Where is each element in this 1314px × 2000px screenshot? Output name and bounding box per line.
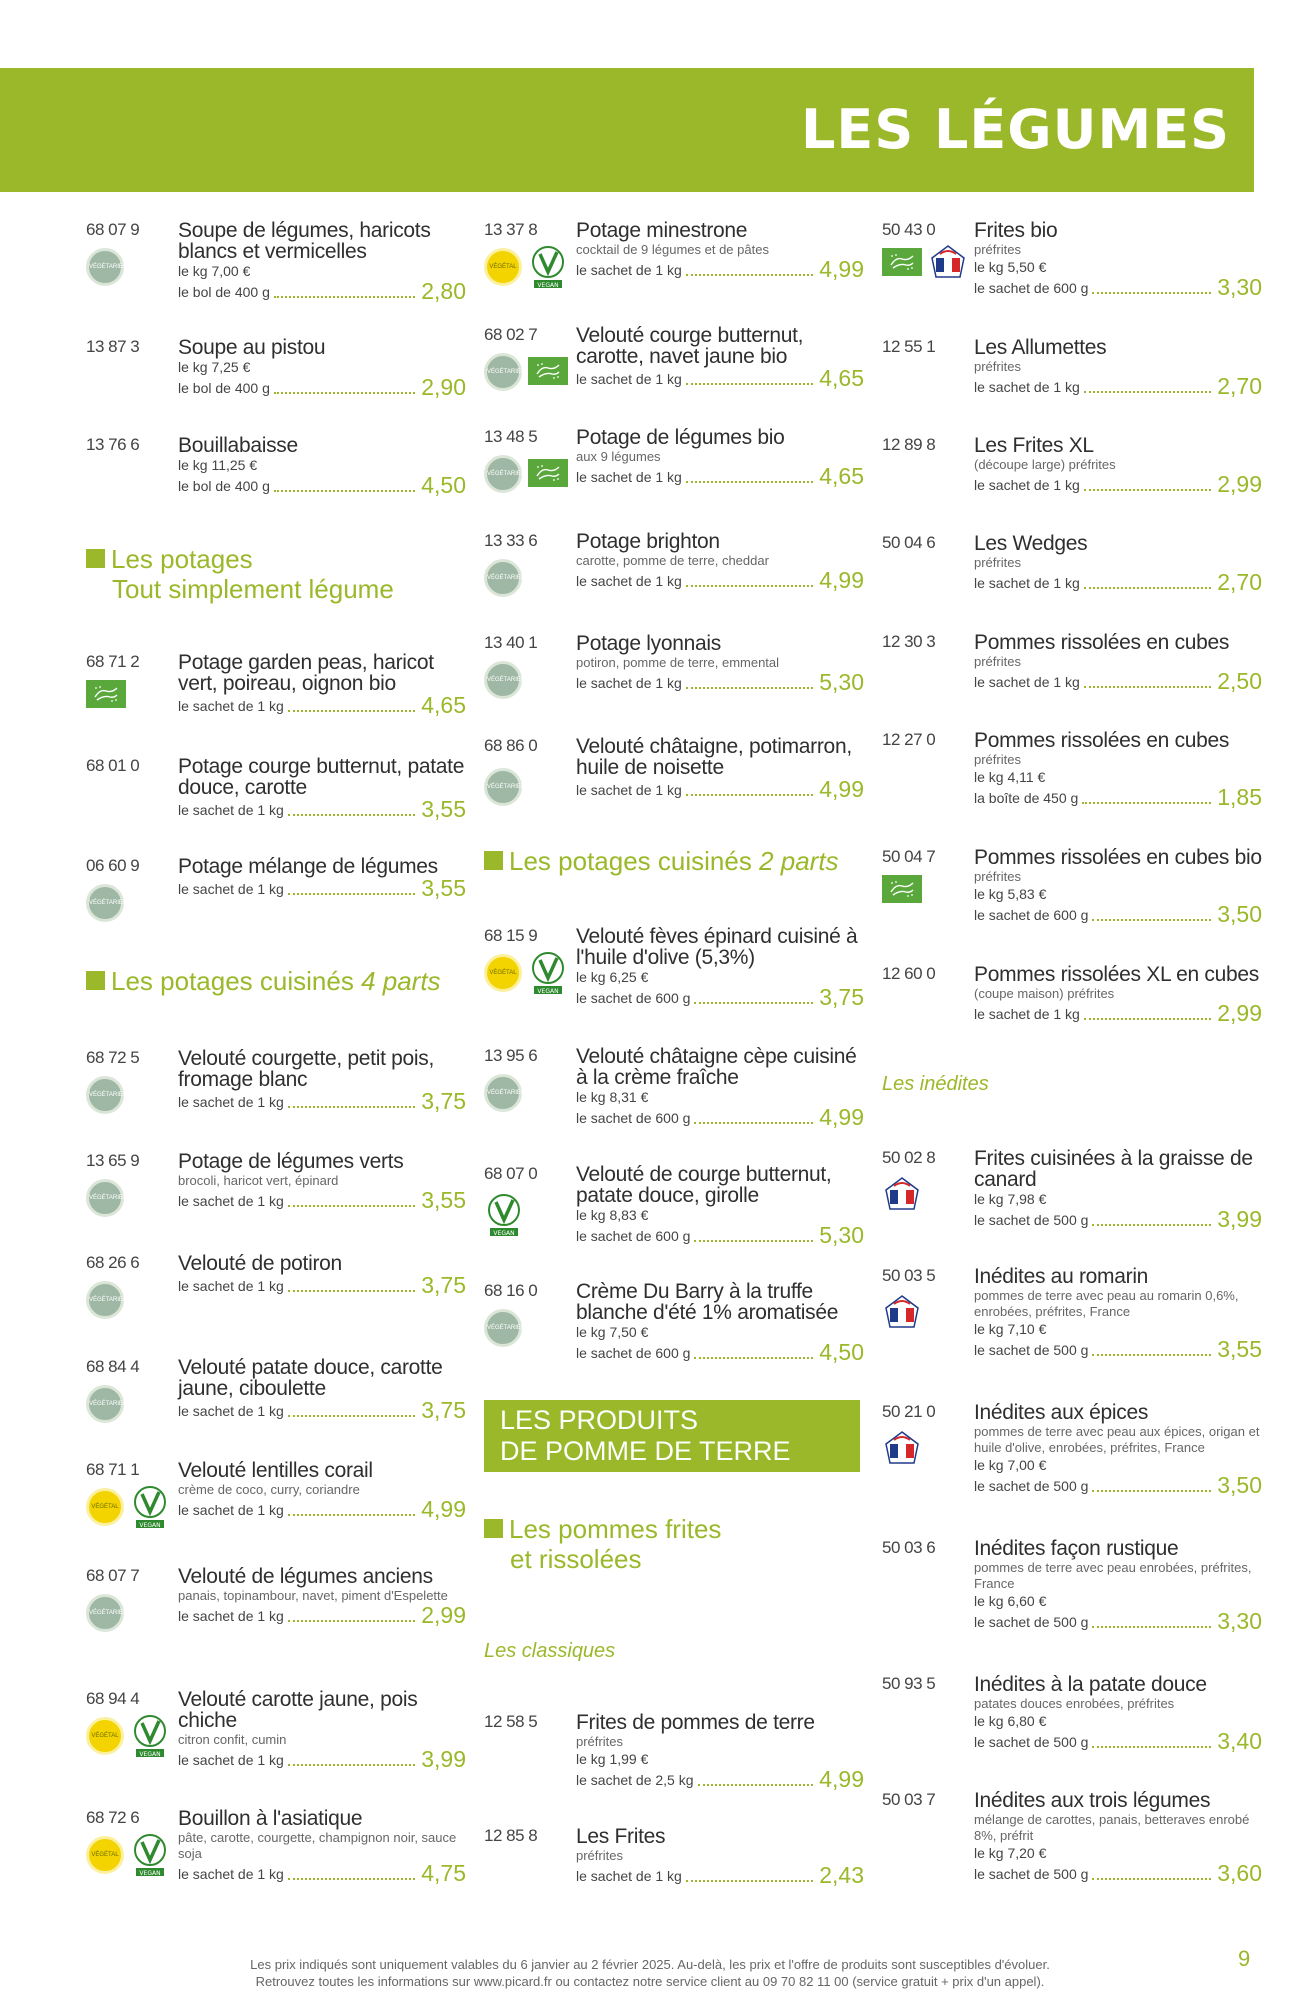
section-heading: Les potages cuisinés 2 parts — [484, 846, 884, 876]
vegetal-badge-icon: VÉGÉTAL — [86, 1488, 124, 1526]
package-size: le sachet de 1 kg — [178, 1608, 284, 1624]
product-name: Velouté fèves épinard cuisiné à l'huile d'olive (5,3%) — [576, 925, 858, 969]
product-price: 1,85 — [1217, 784, 1262, 810]
svg-text:VEGAN: VEGAN — [537, 282, 559, 289]
package-size: le sachet de 1 kg — [576, 1868, 682, 1884]
product-code: 68 72 5 — [86, 1048, 140, 1067]
ab-bio-leaf-icon — [528, 459, 568, 487]
product-name: Velouté de potiron — [178, 1252, 342, 1275]
package-size: le sachet de 1 kg — [178, 698, 284, 714]
product-price: 3,55 — [421, 875, 466, 901]
product-code: 50 03 7 — [882, 1790, 936, 1809]
vegetarien-badge-icon: VÉGÉTARIEN — [86, 1385, 124, 1423]
product-name: Potage de légumes verts — [178, 1150, 404, 1173]
product-name: Velouté châtaigne, potimarron, huile de noisette — [576, 735, 852, 779]
product-name: Les Frites — [576, 1825, 666, 1848]
product-description: patates douces enrobées, préfrites — [974, 1696, 1175, 1711]
package-size: le sachet de 1 kg — [178, 1752, 284, 1768]
svg-text:VEGAN: VEGAN — [537, 988, 559, 995]
product-name: Velouté patate douce, carotte jaune, ciboulette — [178, 1356, 443, 1400]
ab-bio-leaf-icon — [882, 248, 922, 276]
product-name: Soupe au pistou — [178, 336, 326, 359]
vegan-v-icon — [130, 1484, 170, 1530]
product-description: préfrites — [974, 752, 1021, 767]
package-size: le sachet de 1 kg — [178, 1866, 284, 1882]
product-price: 3,55 — [421, 1187, 466, 1213]
product-description: préfrites — [974, 555, 1021, 570]
product-price: 3,50 — [1217, 1472, 1262, 1498]
product-price: 2,50 — [1217, 668, 1262, 694]
product-price: 4,99 — [819, 1766, 864, 1792]
product-name: Les Wedges — [974, 532, 1088, 555]
product-name: Inédites façon rustique — [974, 1537, 1179, 1560]
unit-price: le kg 8,31 € — [576, 1089, 649, 1105]
product-name: Inédites aux épices — [974, 1401, 1149, 1424]
product-code: 13 48 5 — [484, 427, 538, 446]
unit-price: le kg 1,99 € — [576, 1751, 649, 1767]
product-code: 12 89 8 — [882, 435, 936, 454]
package-size: le bol de 400 g — [178, 284, 270, 300]
column-3 — [882, 0, 1262, 2000]
product-price: 2,99 — [1217, 471, 1262, 497]
product-description: préfrites — [974, 869, 1021, 884]
unit-price: le kg 7,00 € — [974, 1457, 1047, 1473]
package-size: le sachet de 2,5 kg — [576, 1772, 694, 1788]
product-code: 50 02 8 — [882, 1148, 936, 1167]
svg-text:VEGAN: VEGAN — [493, 1230, 515, 1237]
package-size: le sachet de 1 kg — [178, 802, 284, 818]
product-name: Les Allumettes — [974, 336, 1107, 359]
product-price: 4,99 — [421, 1496, 466, 1522]
product-description: citron confit, cumin — [178, 1732, 287, 1747]
column-2 — [484, 0, 864, 2000]
package-size: le sachet de 1 kg — [974, 1006, 1080, 1022]
product-code: 50 03 5 — [882, 1266, 936, 1285]
product-code: 68 86 0 — [484, 736, 538, 755]
product-description: (découpe large) préfrites — [974, 457, 1116, 472]
product-name: Velouté de légumes anciens — [178, 1565, 433, 1588]
product-price: 2,99 — [1217, 1000, 1262, 1026]
package-size: le sachet de 1 kg — [974, 575, 1080, 591]
product-name: Velouté de courge butternut, patate douce, girolle — [576, 1163, 832, 1207]
product-code: 68 07 7 — [86, 1566, 140, 1585]
product-name: Potage minestrone — [576, 219, 748, 242]
product-name: Pommes rissolées en cubes — [974, 729, 1230, 752]
unit-price: le kg 6,60 € — [974, 1593, 1047, 1609]
package-size: le sachet de 1 kg — [178, 881, 284, 897]
product-price: 2,70 — [1217, 373, 1262, 399]
product-code: 50 93 5 — [882, 1674, 936, 1693]
product-price: 2,70 — [1217, 569, 1262, 595]
vegetal-badge-icon: VÉGÉTAL — [484, 248, 522, 286]
section-heading: Les potages Tout simplement légume — [86, 544, 486, 604]
product-price: 4,99 — [819, 256, 864, 282]
page-title: LES LÉGUMES — [801, 98, 1230, 161]
vegetal-badge-icon: VÉGÉTAL — [484, 954, 522, 992]
product-code: 68 94 4 — [86, 1689, 140, 1708]
product-description: brocoli, haricot vert, épinard — [178, 1173, 339, 1188]
product-price: 2,99 — [421, 1602, 466, 1628]
product-price: 2,80 — [421, 278, 466, 304]
product-code: 12 55 1 — [882, 337, 936, 356]
svg-text:VEGAN: VEGAN — [139, 1870, 161, 1877]
product-name: Potage lyonnais — [576, 632, 721, 655]
package-size: le bol de 400 g — [178, 380, 270, 396]
product-name: Potage courge butternut, patate douce, carotte — [178, 755, 465, 799]
vegan-v-icon — [130, 1713, 170, 1759]
category-banner: LES PRODUITS DE POMME DE TERRE — [484, 1400, 860, 1472]
footer-disclaimer — [150, 1956, 1150, 1990]
package-size: le sachet de 500 g — [974, 1866, 1089, 1882]
product-description: aux 9 légumes — [576, 449, 661, 464]
product-name: Soupe de légumes, haricots blancs et vermicelles — [178, 219, 431, 263]
package-size: le sachet de 1 kg — [576, 371, 682, 387]
package-size: le sachet de 1 kg — [178, 1403, 284, 1419]
product-description: crème de coco, curry, coriandre — [178, 1482, 360, 1497]
product-description: préfrites — [974, 242, 1021, 257]
product-code: 68 71 2 — [86, 652, 140, 671]
column-1 — [86, 0, 466, 2000]
product-code: 13 33 6 — [484, 531, 538, 550]
product-description: pommes de terre avec peau aux épices, origan et huile d'olive, enrobées, préfrites, France — [974, 1424, 1260, 1455]
vegetarien-badge-icon: VÉGÉTARIEN — [86, 1281, 124, 1319]
ab-bio-leaf-icon — [528, 357, 568, 385]
product-description: préfrites — [576, 1848, 623, 1863]
product-price: 4,75 — [421, 1860, 466, 1886]
vegetarien-badge-icon: VÉGÉTARIEN — [484, 559, 522, 597]
product-price: 2,90 — [421, 374, 466, 400]
unit-price: le kg 7,00 € — [178, 263, 251, 279]
package-size: le sachet de 600 g — [974, 907, 1089, 923]
package-size: le sachet de 1 kg — [974, 477, 1080, 493]
product-code: 50 04 7 — [882, 847, 936, 866]
package-size: le sachet de 600 g — [576, 1110, 691, 1126]
unit-price: le kg 11,25 € — [178, 457, 258, 473]
product-code: 68 07 9 — [86, 220, 140, 239]
product-code: 13 87 3 — [86, 337, 140, 356]
product-name: Velouté courgette, petit pois, fromage blanc — [178, 1047, 435, 1091]
product-price: 3,55 — [421, 796, 466, 822]
product-price: 3,50 — [1217, 901, 1262, 927]
product-code: 13 37 8 — [484, 220, 538, 239]
product-code: 50 43 0 — [882, 220, 936, 239]
ab-bio-leaf-icon — [882, 875, 922, 903]
vegan-v-icon — [484, 1192, 524, 1238]
package-size: le sachet de 1 kg — [974, 674, 1080, 690]
unit-price: le kg 5,50 € — [974, 259, 1047, 275]
product-price: 5,30 — [819, 669, 864, 695]
product-code: 12 58 5 — [484, 1712, 538, 1731]
product-code: 13 65 9 — [86, 1151, 140, 1170]
section-heading: Les pommes frites et rissolées — [484, 1514, 884, 1574]
product-name: Pommes rissolées en cubes — [974, 631, 1230, 654]
vegetarien-badge-icon: VÉGÉTARIEN — [86, 1179, 124, 1217]
product-code: 68 01 0 — [86, 756, 140, 775]
unit-price: le kg 7,20 € — [974, 1845, 1047, 1861]
package-size: le sachet de 500 g — [974, 1478, 1089, 1494]
product-description: pommes de terre avec peau au romarin 0,6%, enrobées, préfrites, France — [974, 1288, 1239, 1319]
product-name: Potage brighton — [576, 530, 720, 553]
product-name: Inédites au romarin — [974, 1265, 1149, 1288]
origine-france-icon — [882, 1294, 922, 1330]
package-size: le sachet de 1 kg — [576, 262, 682, 278]
section-heading: Les potages cuisinés 4 parts — [86, 966, 486, 996]
product-price: 4,65 — [819, 463, 864, 489]
footer-line-1: Les prix indiqués sont uniquement valables du 6 janvier au 2 février 2025. Au-delà, les prix et l'offre de produits sont susceptibles d'évoluer. — [250, 1957, 1050, 1972]
product-price: 3,99 — [1217, 1206, 1262, 1232]
product-name: Potage garden peas, haricot vert, poireau, oignon bio — [178, 651, 434, 695]
product-name: Pommes rissolées XL en cubes — [974, 963, 1259, 986]
product-code: 68 84 4 — [86, 1357, 140, 1376]
product-code: 50 04 6 — [882, 533, 936, 552]
package-size: le sachet de 600 g — [576, 990, 691, 1006]
product-code: 68 07 0 — [484, 1164, 538, 1183]
product-name: Inédites aux trois légumes — [974, 1789, 1211, 1812]
unit-price: le kg 7,98 € — [974, 1191, 1047, 1207]
vegetarien-badge-icon: VÉGÉTARIEN — [484, 455, 522, 493]
package-size: le sachet de 1 kg — [178, 1502, 284, 1518]
product-code: 13 40 1 — [484, 633, 538, 652]
vegetal-badge-icon: VÉGÉTAL — [86, 1836, 124, 1874]
unit-price: le kg 6,25 € — [576, 969, 649, 985]
product-code: 13 76 6 — [86, 435, 140, 454]
vegetarien-badge-icon: VÉGÉTARIEN — [484, 661, 522, 699]
product-price: 3,75 — [421, 1088, 466, 1114]
product-description: pâte, carotte, courgette, champignon noir, sauce soja — [178, 1830, 457, 1861]
vegetarien-badge-icon: VÉGÉTARIEN — [86, 1076, 124, 1114]
package-size: le sachet de 500 g — [974, 1734, 1089, 1750]
package-size: le sachet de 1 kg — [178, 1193, 284, 1209]
package-size: le sachet de 600 g — [576, 1345, 691, 1361]
product-description: potiron, pomme de terre, emmental — [576, 655, 780, 670]
product-price: 5,30 — [819, 1222, 864, 1248]
package-size: le sachet de 600 g — [974, 280, 1089, 296]
package-size: le sachet de 1 kg — [178, 1278, 284, 1294]
vegetarien-badge-icon: VÉGÉTARIEN — [484, 1309, 522, 1347]
product-price: 4,99 — [819, 567, 864, 593]
product-description: pommes de terre avec peau enrobées, préfrites, France — [974, 1560, 1252, 1591]
vegan-v-icon — [528, 950, 568, 996]
vegetal-badge-icon: VÉGÉTAL — [86, 1717, 124, 1755]
product-code: 50 21 0 — [882, 1402, 936, 1421]
product-price: 3,30 — [1217, 274, 1262, 300]
unit-price: le kg 7,10 € — [974, 1321, 1047, 1337]
product-name: Frites cuisinées à la graisse de canard — [974, 1147, 1253, 1191]
product-price: 3,99 — [421, 1746, 466, 1772]
product-price: 4,50 — [819, 1339, 864, 1365]
unit-price: le kg 6,80 € — [974, 1713, 1047, 1729]
product-description: préfrites — [974, 359, 1021, 374]
product-code: 68 72 6 — [86, 1808, 140, 1827]
package-size: le sachet de 500 g — [974, 1212, 1089, 1228]
product-price: 3,40 — [1217, 1728, 1262, 1754]
package-size: le sachet de 1 kg — [178, 1094, 284, 1110]
product-price: 4,50 — [421, 472, 466, 498]
product-price: 3,75 — [421, 1272, 466, 1298]
page-number: 9 — [1238, 1946, 1251, 1971]
unit-price: le kg 7,50 € — [576, 1324, 649, 1340]
product-description: préfrites — [576, 1734, 623, 1749]
product-name: Pommes rissolées en cubes bio — [974, 846, 1262, 869]
vegetarien-badge-icon: VÉGÉTARIEN — [86, 884, 124, 922]
package-size: le sachet de 1 kg — [576, 782, 682, 798]
subsection-heading: Les inédites — [882, 1073, 989, 1095]
origine-france-icon — [882, 1430, 922, 1466]
product-price: 3,30 — [1217, 1608, 1262, 1634]
vegan-v-icon — [528, 244, 568, 290]
product-price: 3,60 — [1217, 1860, 1262, 1886]
product-description: mélange de carottes, panais, betteraves enrobé 8%, préfrit — [974, 1812, 1250, 1843]
product-name: Les Frites XL — [974, 434, 1094, 457]
unit-price: le kg 7,25 € — [178, 359, 251, 375]
product-name: Frites de pommes de terre — [576, 1711, 815, 1734]
ab-bio-leaf-icon — [86, 680, 126, 708]
origine-france-icon — [882, 1176, 922, 1212]
product-code: 68 15 9 — [484, 926, 538, 945]
product-price: 3,75 — [819, 984, 864, 1010]
product-code: 13 95 6 — [484, 1046, 538, 1065]
product-code: 12 85 8 — [484, 1826, 538, 1845]
vegetarien-badge-icon: VÉGÉTARIEN — [86, 1594, 124, 1632]
subsection-heading: Les classiques — [484, 1640, 616, 1662]
product-description: préfrites — [974, 654, 1021, 669]
package-size: le sachet de 1 kg — [576, 469, 682, 485]
product-name: Bouillon à l'asiatique — [178, 1807, 363, 1830]
product-name: Crème Du Barry à la truffe blanche d'été 1% aromatisée — [576, 1280, 839, 1324]
product-description: panais, topinambour, navet, piment d'Espelette — [178, 1588, 448, 1603]
unit-price: le kg 4,11 € — [974, 769, 1046, 785]
package-size: le sachet de 500 g — [974, 1342, 1089, 1358]
product-code: 12 60 0 — [882, 964, 936, 983]
package-size: la boîte de 450 g — [974, 790, 1079, 806]
product-name: Bouillabaisse — [178, 434, 298, 457]
product-code: 06 60 9 — [86, 856, 140, 875]
product-name: Velouté lentilles corail — [178, 1459, 373, 1482]
package-size: le sachet de 1 kg — [974, 379, 1080, 395]
svg-text:VEGAN: VEGAN — [139, 1751, 161, 1758]
product-description: cocktail de 9 légumes et de pâtes — [576, 242, 769, 257]
product-name: Inédites à la patate douce — [974, 1673, 1207, 1696]
package-size: le sachet de 500 g — [974, 1614, 1089, 1630]
package-size: le sachet de 1 kg — [576, 573, 682, 589]
product-name: Velouté courge butternut, carotte, navet jaune bio — [576, 324, 804, 368]
product-code: 50 03 6 — [882, 1538, 936, 1557]
vegetarien-badge-icon: VÉGÉTARIEN — [86, 248, 124, 286]
product-price: 4,99 — [819, 1104, 864, 1130]
product-price: 4,65 — [421, 692, 466, 718]
package-size: le bol de 400 g — [178, 478, 270, 494]
product-code: 12 30 3 — [882, 632, 936, 651]
product-price: 3,75 — [421, 1397, 466, 1423]
product-code: 68 71 1 — [86, 1460, 140, 1479]
product-description: (coupe maison) préfrites — [974, 986, 1115, 1001]
svg-text:VEGAN: VEGAN — [139, 1522, 161, 1529]
vegetarien-badge-icon: VÉGÉTARIEN — [484, 768, 522, 806]
vegetarien-badge-icon: VÉGÉTARIEN — [484, 353, 522, 391]
product-name: Frites bio — [974, 219, 1058, 242]
product-price: 4,99 — [819, 776, 864, 802]
product-name: Velouté châtaigne cèpe cuisiné à la crème fraîche — [576, 1045, 857, 1089]
product-name: Potage de légumes bio — [576, 426, 785, 449]
product-price: 4,65 — [819, 365, 864, 391]
product-price: 3,55 — [1217, 1336, 1262, 1362]
product-name: Velouté carotte jaune, pois chiche — [178, 1688, 418, 1732]
product-price: 2,43 — [819, 1862, 864, 1888]
vegetarien-badge-icon: VÉGÉTARIEN — [484, 1074, 522, 1112]
product-code: 68 02 7 — [484, 325, 538, 344]
unit-price: le kg 5,83 € — [974, 886, 1047, 902]
origine-france-icon — [928, 244, 968, 280]
package-size: le sachet de 1 kg — [576, 675, 682, 691]
package-size: le sachet de 600 g — [576, 1228, 691, 1244]
product-code: 68 26 6 — [86, 1253, 140, 1272]
product-code: 12 27 0 — [882, 730, 936, 749]
product-name: Potage mélange de légumes — [178, 855, 438, 878]
vegan-v-icon — [130, 1832, 170, 1878]
product-description: carotte, pomme de terre, cheddar — [576, 553, 769, 568]
product-code: 68 16 0 — [484, 1281, 538, 1300]
unit-price: le kg 8,83 € — [576, 1207, 649, 1223]
footer-line-2: Retrouvez toutes les informations sur www.picard.fr ou contactez notre service client au 09 70 82 11 00 (service gratuit + prix d'un appel). — [255, 1974, 1045, 1989]
